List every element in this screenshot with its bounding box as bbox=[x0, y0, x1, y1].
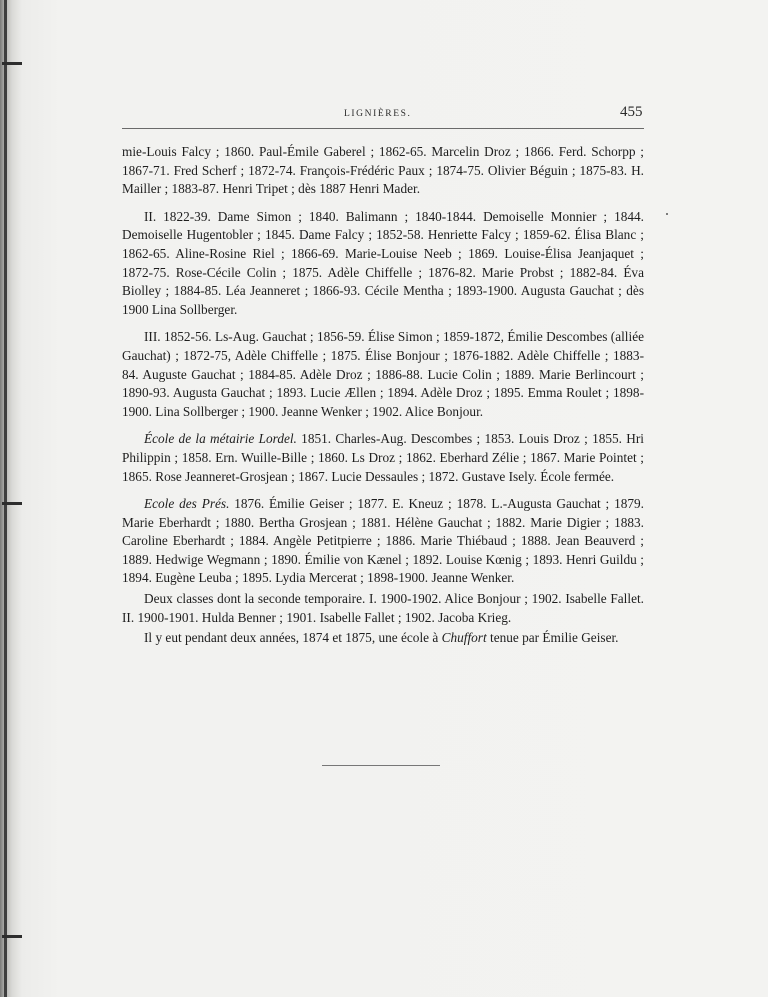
header-rule bbox=[122, 128, 644, 129]
paragraph-school-ii: II. 1822-39. Dame Simon ; 1840. Balimann ; 1840-1844. Demoiselle Monnier ; 1844. Demoiselle Hugentobler ; 1845. Dame Falcy ; 1852-58. Henriette Falcy ; 1859-62. Élisa Blanc ; 1862-65. Aline-Rosine Riel ; 1866-69. Marie-Louise Neeb ; 1869. Louise-Élisa Jeanjaquet ; 1872-75. Rose-Cécile Colin ; 1875. Adèle Chiffelle ; 1876-82. Marie Probst ; 1882-84. Éva Biolley ; 1884-85. Léa Jeanneret ; 1866-93. Cécile Mentha ; 1893-1900. Augusta Gauchat ; dès 1900 Lina Sollberger. bbox=[122, 208, 644, 317]
book-binding-edge bbox=[4, 0, 7, 997]
paragraph-two-classes: Deux classes dont la seconde temporaire. I. 1900-1902. Alice Bonjour ; 1902. Isabelle Fallet. II. 1900-1901. Hulda Benner ; 1901. Isabelle Fallet ; 1902. Jacoba Krieg. bbox=[122, 591, 644, 625]
chuffort-text-after: tenue par Émilie Geiser. bbox=[486, 630, 619, 646]
binding-tick bbox=[2, 502, 22, 505]
school-title-pres: Ecole des Prés. bbox=[144, 496, 230, 512]
paragraph-school-iii: III. 1852-56. Ls-Aug. Gauchat ; 1856-59. Élise Simon ; 1859-1872, Émilie Descombes (alliée Gauchat) ; 1872-75, Adèle Chiffelle ; 1875. Élise Bonjour ; 1876-1882. Adèle Chiffelle ; 1883-84. Auguste Gauchat ; 1884-85. Adèle Droz ; 1886-88. Lucie Colin ; 1889. Marie Berlincourt ; 1890-93. Augusta Gauchat ; 1893. Lucie Ællen ; 1894. Adèle Droz ; 1895. Emma Roulet ; 1898-1900. Lina Sollberger ; 1900. Jeanne Wenker ; 1902. Alice Bonjour. bbox=[122, 329, 644, 419]
page-number: 455 bbox=[620, 104, 643, 120]
paragraph-ecole-lordel bbox=[122, 430, 644, 486]
paragraph-ecole-pres bbox=[122, 495, 644, 588]
paragraph-chuffort bbox=[122, 629, 644, 648]
pres-text: 1876. Émilie Geiser ; 1877. E. Kneuz ; 1878. L.-Augusta Gauchat ; 1879. Marie Eberhardt ; 1880. Bertha Grosjean ; 1881. Hélène Gauchat ; 1882. Marie Digier ; 1883. Caroline Eberhardt ; 1884. Angèle Petitpierre ; 1886. Marie Thiébaud ; 1888. Jean Beauverd ; 1889. Hedwige Wegmann ; 1890. Émilie von Kænel ; 1892. Louise Kœnig ; 1893. Henri Guildu ; 1894. Eugène Leuba ; 1895. Lydia Mercerat ; 1898-1900. Jeanne Wenker. bbox=[122, 496, 645, 586]
binding-tick bbox=[2, 62, 22, 65]
lordel-text: 1851. Charles-Aug. Descombes ; 1853. Louis Droz ; 1855. Hri Philippin ; 1858. Ern. Wuille-Bille ; 1860. Ls Droz ; 1862. Eberhard Zélie ; 1867. Marie Pointet ; 1865. Rose Jeanneret-Grosjean ; 1867. Lucie Dessaules ; 1872. Gustave Isely. École fermée. bbox=[122, 431, 644, 484]
end-rule bbox=[322, 765, 440, 766]
paragraph-continuation: mie-Louis Falcy ; 1860. Paul-Émile Gaberel ; 1862-65. Marcelin Droz ; 1866. Ferd. Schorpp ; 1867-71. Fred Scherf ; 1872-74. François-Frédéric Paux ; 1874-75. Olivier Béguin ; 1875-83. H. Mailler ; 1883-87. Henri Tripet ; dès 1887 Henri Mader. bbox=[122, 144, 644, 197]
school-title-lordel: École de la métairie Lordel. bbox=[144, 431, 297, 447]
scan-speck bbox=[666, 213, 668, 215]
running-title: LIGNIÈRES. bbox=[344, 109, 412, 119]
binding-tick bbox=[2, 935, 22, 938]
body-text bbox=[122, 143, 644, 648]
chuffort-text-before: Il y eut pendant deux années, 1874 et 1875, une école à bbox=[144, 630, 442, 646]
place-name-chuffort: Chuffort bbox=[441, 630, 487, 646]
